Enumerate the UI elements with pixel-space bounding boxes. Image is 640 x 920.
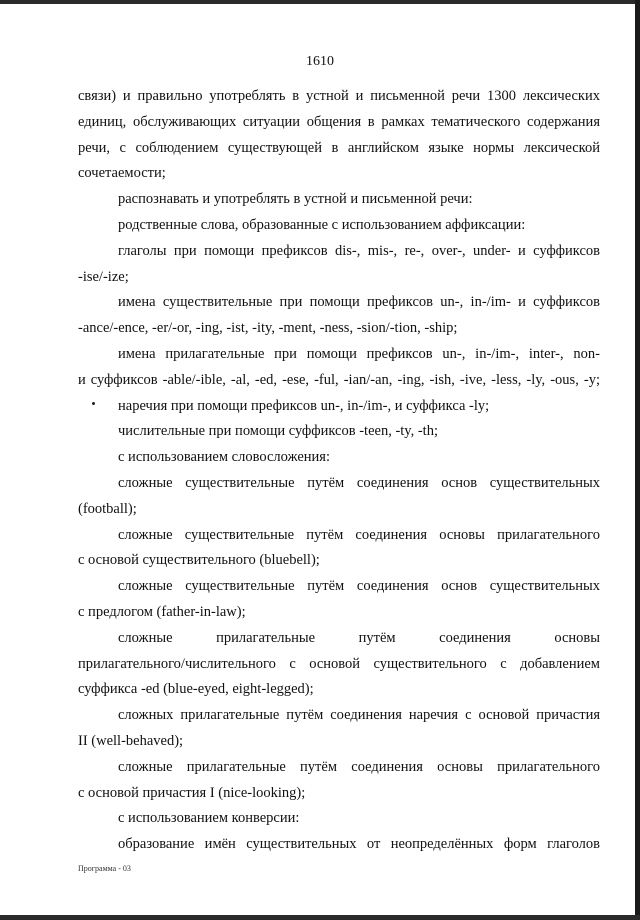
page-number: 1610: [306, 54, 334, 69]
text-line: речи, с соблюдением существующей в английском языке нормы лексической: [78, 139, 600, 156]
text-line: сложные существительные путём соединения основ существительных: [118, 578, 600, 595]
text-line: распознавать и употреблять в устной и письменной речи:: [118, 191, 473, 208]
text-line: -ise/-ize;: [78, 268, 129, 285]
text-line: числительные при помощи суффиксов -teen, -ty, -th;: [118, 423, 438, 440]
text-line: родственные слова, образованные с использованием аффиксации:: [118, 216, 526, 233]
text-line: сложные прилагательные путём соединения основы прилагательного: [118, 758, 600, 775]
text-line: с использованием конверсии:: [118, 810, 300, 827]
text-line: единиц, обслуживающих ситуации общения в рамках тематического содержания: [78, 113, 600, 130]
text-line: имена существительные при помощи префиксов un-, in-/im- и суффиксов: [118, 294, 600, 311]
text-line: сложных прилагательные путём соединения наречия с основой причастия: [118, 707, 600, 724]
text-line: с использованием словосложения:: [118, 449, 330, 466]
text-line: связи) и правильно употреблять в устной и письменной речи 1300 лексических: [78, 88, 600, 104]
text-line: имена прилагательные при помощи префиксов un-, in-/im-, inter-, non-: [118, 345, 600, 362]
scan-edge-bottom: [0, 915, 640, 920]
text-line: глаголы при помощи префиксов dis-, mis-, re-, over-, under- и суффиксов: [118, 242, 600, 259]
text-line: -ance/-ence, -er/-or, -ing, -ist, -ity, -ment, -ness, -sion/-tion, -ship;: [78, 320, 458, 337]
text-line: прилагательного/числительного с основой существительного с добавлением: [78, 655, 600, 672]
footer-label: Программа - 03: [78, 864, 131, 873]
text-line: сложные существительные путём соединения основ существительных: [118, 474, 600, 491]
document-body: [78, 84, 600, 858]
scan-edge-right: [635, 0, 640, 920]
scan-speck: [92, 402, 95, 405]
text-line: (football);: [78, 500, 137, 517]
text-line: образование имён существительных от неопределённых форм глаголов: [118, 836, 600, 853]
scan-edge-top: [0, 0, 640, 4]
text-line: с основой существительного (bluebell);: [78, 552, 320, 569]
text-line: наречия при помощи префиксов un-, in-/im-, и суффикса -ly;: [118, 397, 490, 414]
text-line: с основой причастия I (nice-looking);: [78, 784, 306, 801]
text-line: суффикса -ed (blue-eyed, eight-legged);: [78, 681, 314, 698]
text-line: сложные существительные путём соединения основы прилагательного: [118, 526, 600, 543]
text-line: сложные прилагательные путём соединения основы: [118, 629, 600, 646]
text-line: сочетаемости;: [78, 165, 166, 182]
text-line: и суффиксов -able/-ible, -al, -ed, -ese, -ful, -ian/-an, -ing, -ish, -ive, -less, -ly, -ous, -y;: [78, 371, 600, 388]
text-line: с предлогом (father-in-law);: [78, 603, 246, 620]
text-line: II (well-behaved);: [78, 732, 184, 749]
